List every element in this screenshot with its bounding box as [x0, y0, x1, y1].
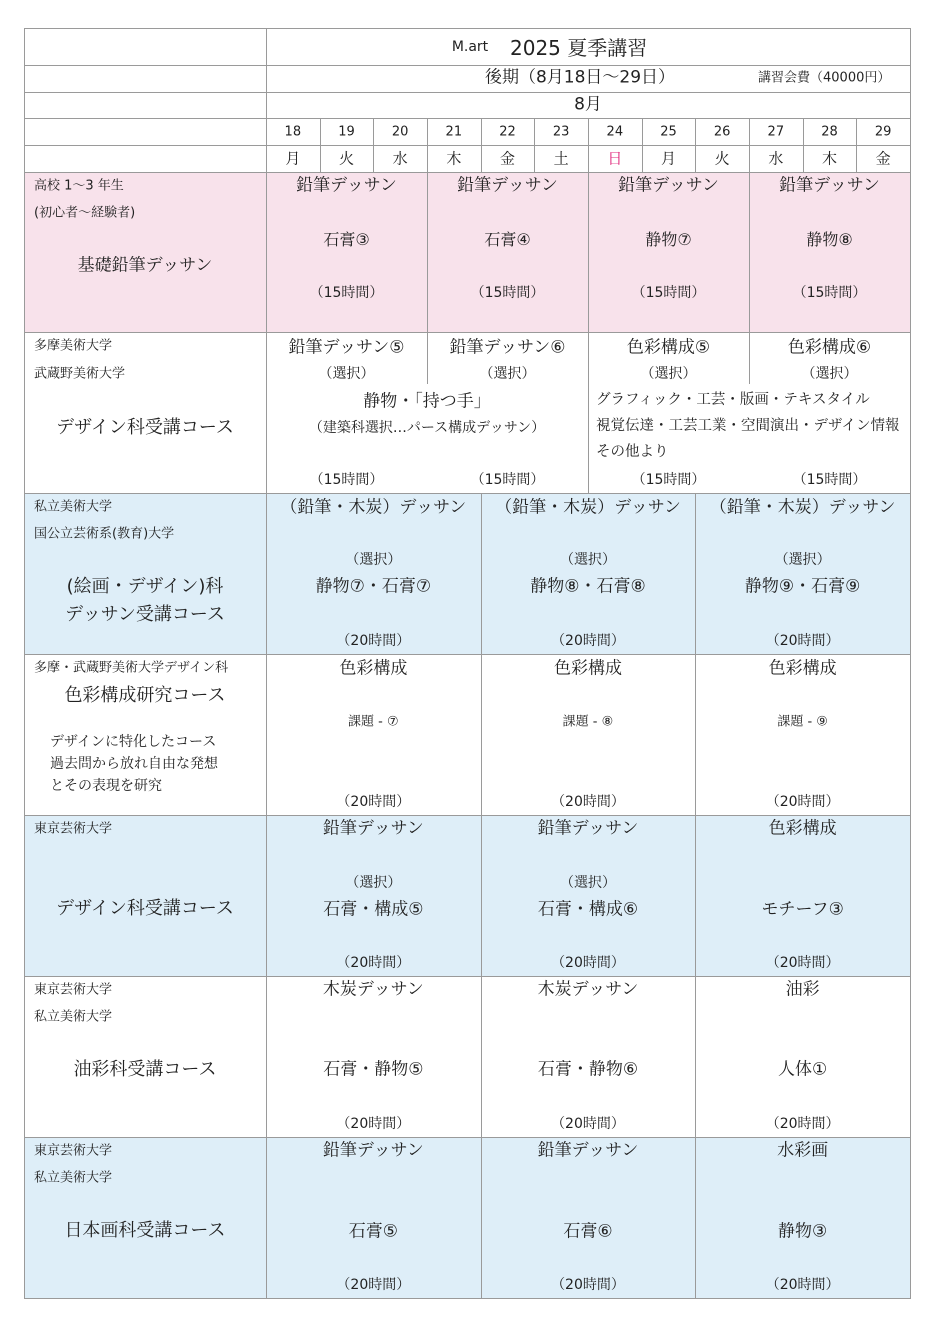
lesson-hours: （20時間） [336, 955, 411, 971]
block-divider [481, 976, 482, 1137]
lesson-title: 鉛筆デッサン [296, 175, 397, 196]
lesson-title: 鉛筆デッサン⑤ [288, 337, 405, 358]
section-divider [24, 654, 911, 655]
lesson-title: （鉛筆・木炭）デッサン [495, 497, 681, 518]
lesson-note: グラフィック・工芸・版画・テキスタイル [596, 391, 870, 408]
lesson-note: 視覚伝達・工芸工業・空間演出・デザイン情報 [596, 417, 900, 434]
lesson-title: 鉛筆デッサン⑥ [449, 337, 566, 358]
block-divider [695, 815, 696, 976]
block-divider [588, 172, 589, 332]
date-18: 18 [284, 124, 302, 140]
lesson-title: 鉛筆デッサン [537, 1140, 639, 1161]
section-divider [24, 332, 911, 333]
course-name: デザイン科受講コース [56, 417, 234, 438]
section-label: 東京芸術大学 [34, 1143, 113, 1159]
weekday-28: 木 [821, 149, 837, 168]
lesson-title: 油彩 [785, 979, 820, 1000]
section-divider [24, 976, 911, 977]
lesson-subject: 課題 - ⑧ [562, 714, 614, 730]
lesson-title: 木炭デッサン [322, 979, 424, 1000]
row-divider [24, 172, 911, 173]
course-name: 油彩科受講コース [73, 1059, 217, 1080]
lesson-hours: （15時間） [309, 472, 384, 488]
date-28: 28 [821, 124, 838, 140]
lesson-hours: （20時間） [765, 1277, 840, 1293]
lesson-subject: 静物⑦ [645, 230, 692, 249]
weekday-24: 日 [607, 149, 623, 168]
course-description: とその表現を研究 [50, 778, 162, 794]
date-20: 20 [391, 124, 409, 140]
date-25: 25 [660, 124, 677, 140]
select-note: （選択） [559, 875, 616, 891]
section-label: 国公立芸術系(教育)大学 [34, 526, 175, 542]
lesson-subject: モチーフ③ [761, 899, 844, 920]
block-divider [695, 1137, 696, 1298]
lesson-subject: 石膏・構成⑤ [323, 899, 424, 920]
section-divider [24, 1137, 911, 1138]
block-divider [481, 493, 482, 654]
date-22: 22 [499, 124, 516, 140]
lesson-hours: （20時間） [551, 633, 625, 649]
lesson-hours: （15時間） [631, 472, 706, 488]
section-label: 私立美術大学 [34, 1009, 113, 1025]
date-27: 27 [767, 124, 785, 140]
lesson-subject: 静物③ [778, 1221, 828, 1242]
day-divider [642, 118, 643, 172]
date-19: 19 [338, 124, 355, 140]
lesson-note: その他より [596, 443, 669, 460]
select-note: （選択） [640, 366, 697, 382]
table-border [24, 28, 25, 1298]
select-note: （選択） [801, 366, 858, 382]
section-background [24, 815, 910, 976]
select-note: （選択） [345, 875, 402, 891]
section-label: 東京芸術大学 [34, 982, 113, 998]
lesson-subject: 静物・「持つ手」 [363, 391, 491, 412]
section-label: 高校 1～3 年生 [34, 178, 124, 194]
lesson-hours: （20時間） [551, 1116, 625, 1132]
course-name: デッサン受講コース [65, 604, 225, 625]
weekday-23: 土 [553, 149, 569, 168]
block-divider [749, 172, 750, 332]
day-divider [856, 118, 857, 172]
section-label: 東京芸術大学 [34, 821, 113, 837]
weekday-18: 月 [285, 149, 301, 168]
weekday-27: 水 [768, 149, 784, 168]
lesson-title: 鉛筆デッサン [779, 175, 880, 196]
lesson-hours: （20時間） [551, 794, 625, 810]
course-name: (絵画・デザイン)科 [66, 576, 224, 597]
section-label: 多摩・武蔵野美術大学デザイン科 [34, 660, 229, 676]
lesson-subject: 静物⑧ [806, 230, 853, 249]
date-26: 26 [713, 124, 731, 140]
lesson-title: 鉛筆デッサン [457, 175, 558, 196]
lesson-hours: （15時間） [631, 285, 706, 301]
select-note: （選択） [318, 366, 375, 382]
lesson-hours: （20時間） [336, 1277, 411, 1293]
lesson-subject: 静物⑨・石膏⑨ [744, 576, 861, 597]
lesson-title: （鉛筆・木炭）デッサン [709, 497, 896, 518]
block-divider [695, 493, 696, 654]
lesson-subject: 石膏・静物⑤ [323, 1059, 424, 1080]
weekday-21: 木 [446, 149, 462, 168]
select-note: （選択） [559, 552, 616, 568]
lesson-hours: （20時間） [765, 1116, 840, 1132]
lesson-subject: 石膏④ [484, 230, 531, 249]
lesson-title: 色彩構成⑥ [787, 337, 872, 358]
lesson-subject: 課題 - ⑨ [777, 714, 828, 730]
block-divider [481, 654, 482, 815]
lesson-hours: （15時間） [470, 472, 545, 488]
lesson-title: 水彩画 [777, 1140, 829, 1161]
course-name: 日本画科受講コース [64, 1220, 226, 1241]
date-23: 23 [552, 124, 570, 140]
section-label: (初心者～経験者) [34, 205, 136, 221]
day-divider [427, 118, 428, 172]
schedule-title: 2025 夏季講習 [510, 36, 648, 60]
row-divider [24, 118, 911, 119]
lesson-title: 色彩構成 [768, 658, 837, 679]
section-divider [24, 1298, 911, 1299]
lesson-title: 色彩構成 [553, 658, 622, 679]
day-divider [481, 118, 482, 172]
course-name: 基礎鉛筆デッサン [77, 255, 213, 276]
section-label: 武蔵野美術大学 [34, 366, 126, 382]
section-divider [24, 815, 911, 816]
lesson-hours: （15時間） [470, 285, 545, 301]
lesson-subject: 石膏⑤ [348, 1221, 398, 1242]
weekday-20: 水 [392, 149, 408, 168]
lesson-title: 色彩構成⑤ [626, 337, 711, 358]
lesson-title: 鉛筆デッサン [618, 175, 719, 196]
lesson-title: （鉛筆・木炭）デッサン [280, 497, 467, 518]
lesson-hours: （20時間） [765, 633, 840, 649]
lesson-title: 色彩構成 [768, 818, 837, 839]
section-label: 多摩美術大学 [34, 338, 113, 354]
lesson-subject: 石膏・静物⑥ [537, 1059, 639, 1080]
weekday-19: 火 [338, 149, 354, 168]
lesson-subject: 石膏⑥ [563, 1221, 613, 1242]
row-divider [24, 65, 911, 66]
lesson-note: （建築科選択…パース構成デッサン） [308, 420, 546, 436]
lesson-title: 色彩構成 [339, 658, 408, 679]
weekday-25: 月 [660, 149, 676, 168]
lesson-title: 木炭デッサン [537, 979, 639, 1000]
lesson-hours: （20時間） [765, 955, 840, 971]
section-label: 私立美術大学 [34, 499, 113, 515]
day-divider [803, 118, 804, 172]
course-name: デザイン科受講コース [56, 898, 234, 919]
brand-name: M.art [451, 39, 489, 55]
lesson-hours: （20時間） [551, 955, 625, 971]
section-divider [24, 493, 911, 494]
date-24: 24 [606, 124, 624, 140]
weekday-26: 火 [714, 149, 730, 168]
select-note: （選択） [345, 552, 402, 568]
course-name: 色彩構成研究コース [64, 685, 226, 706]
block-divider [695, 976, 696, 1137]
lesson-subject: 人体① [778, 1059, 828, 1080]
lesson-hours: （20時間） [336, 794, 411, 810]
course-description: 過去問から放れ自由な発想 [50, 756, 218, 772]
course-description: デザインに特化したコース [50, 734, 217, 750]
lesson-hours: （15時間） [792, 472, 867, 488]
day-divider [320, 118, 321, 172]
row-divider [24, 145, 911, 146]
lesson-hours: （20時間） [551, 1277, 625, 1293]
block-divider [481, 1137, 482, 1298]
fee-text: 講習会費（40000円） [758, 70, 891, 86]
table-border [910, 28, 911, 1298]
row-divider [24, 28, 911, 29]
day-divider [373, 118, 374, 172]
lesson-subject: 石膏③ [323, 230, 370, 249]
lesson-title: 鉛筆デッサン [537, 818, 639, 839]
row-divider [24, 92, 911, 93]
weekday-22: 金 [499, 149, 515, 168]
block-divider [481, 815, 482, 976]
day-divider [534, 118, 535, 172]
date-29: 29 [874, 124, 892, 140]
select-note: （選択） [479, 366, 536, 382]
select-note: （選択） [774, 552, 831, 568]
day-divider [588, 118, 589, 172]
lesson-hours: （20時間） [336, 1116, 411, 1132]
lesson-title: 鉛筆デッサン [322, 1140, 424, 1161]
section-background [24, 1137, 910, 1298]
lesson-subject: 石膏・構成⑥ [537, 899, 639, 920]
period-text: 後期（8月18日～29日） [484, 67, 676, 88]
lesson-subject: 静物⑧・石膏⑧ [530, 576, 646, 597]
lesson-hours: （20時間） [336, 633, 411, 649]
day-divider [695, 118, 696, 172]
lesson-hours: （15時間） [309, 285, 384, 301]
lesson-title: 鉛筆デッサン [322, 818, 424, 839]
lesson-hours: （20時間） [765, 794, 840, 810]
month-label: 8月 [574, 94, 602, 115]
weekday-29: 金 [875, 149, 891, 168]
section-label: 私立美術大学 [34, 1170, 113, 1186]
section-background [24, 172, 910, 332]
block-divider [427, 172, 428, 332]
block-divider [695, 654, 696, 815]
lesson-hours: （15時間） [792, 285, 867, 301]
lesson-subject: 課題 - ⑦ [348, 714, 399, 730]
date-21: 21 [445, 124, 463, 140]
lesson-subject: 静物⑦・石膏⑦ [315, 576, 432, 597]
day-divider [749, 118, 750, 172]
